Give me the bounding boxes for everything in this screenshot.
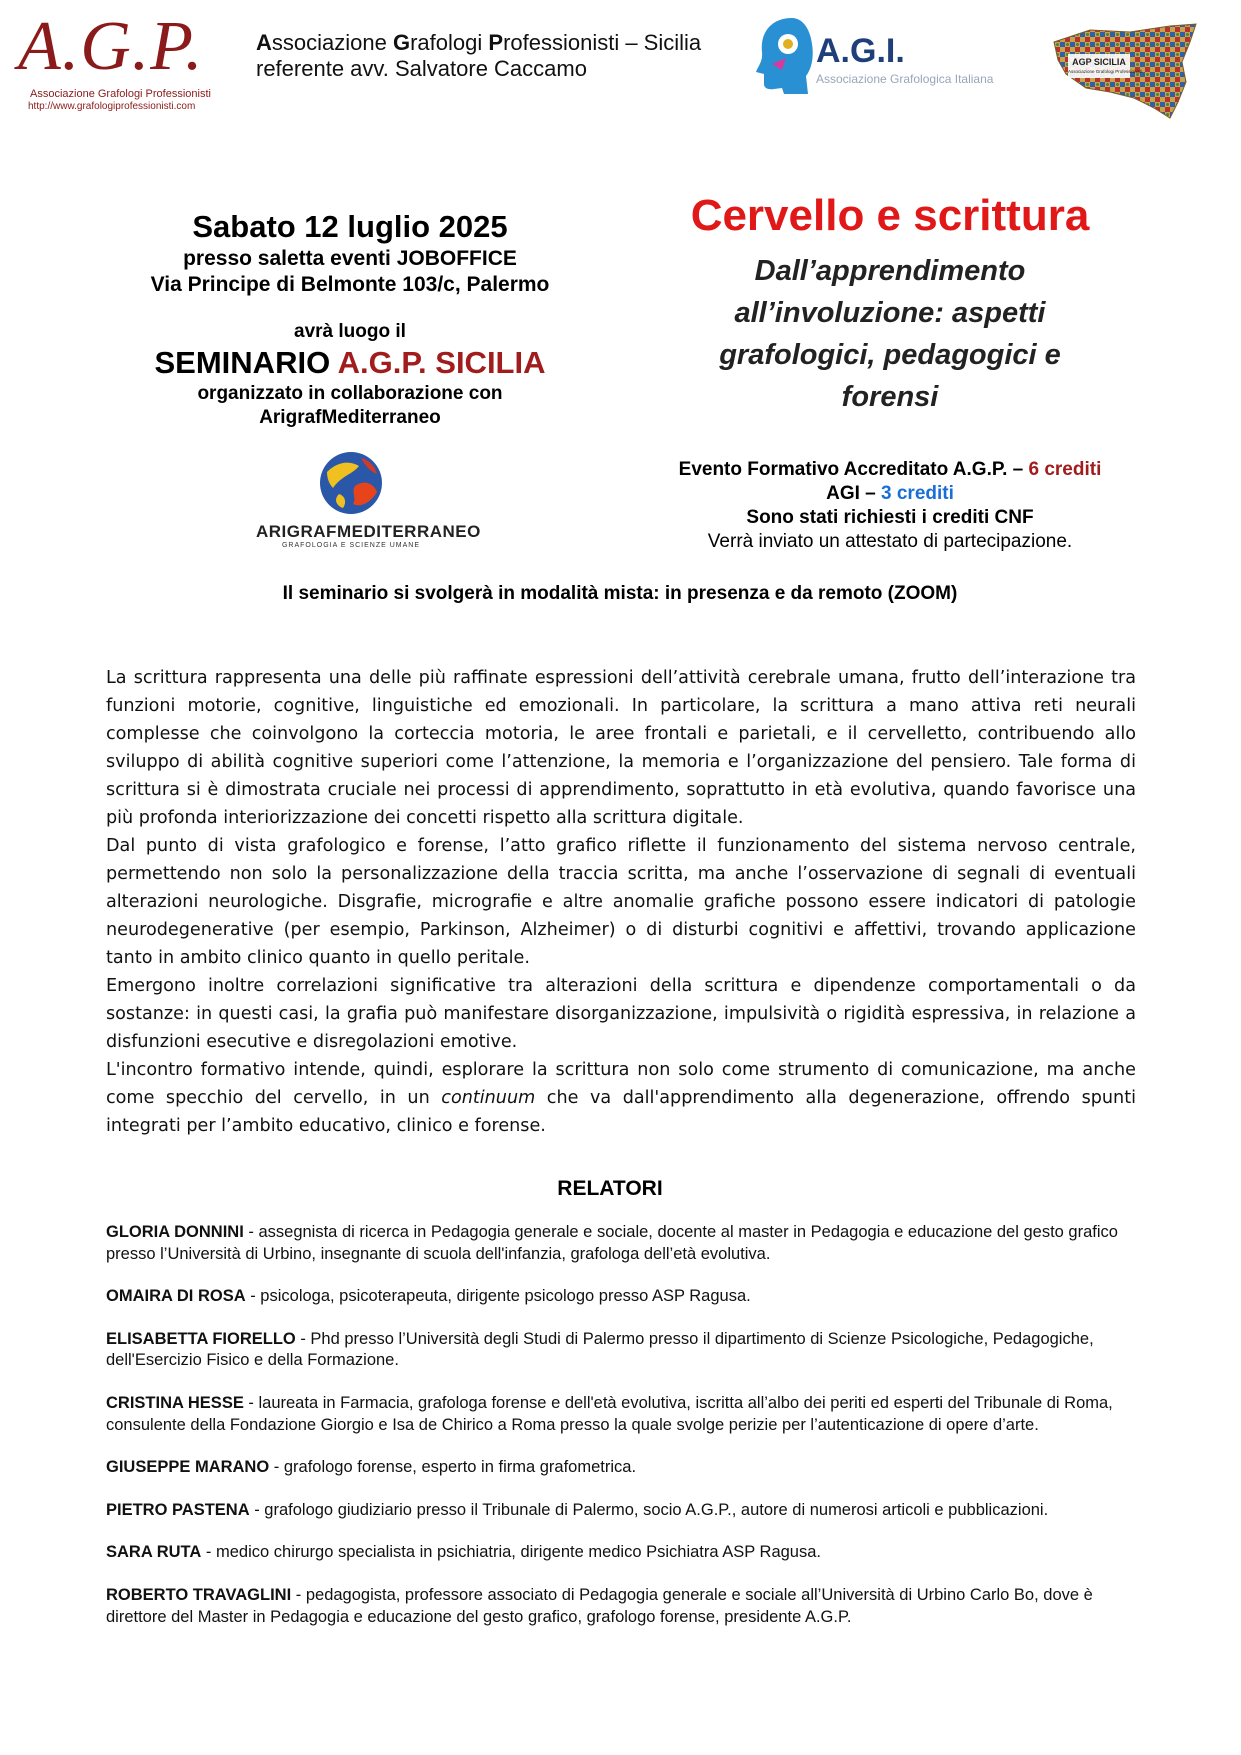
event-intro: avrà luogo il bbox=[294, 321, 406, 342]
agi-logo bbox=[752, 14, 1004, 94]
seminar-title: Cervello e scrittura bbox=[690, 191, 1090, 240]
agp-sicilia-logo bbox=[1050, 22, 1200, 120]
credits-agi: AGI – 3 crediti bbox=[826, 483, 954, 504]
arigraf-logo bbox=[256, 450, 481, 560]
agi-logo-sub: Associazione Grafologica Italiana bbox=[816, 72, 994, 86]
event-info bbox=[100, 208, 600, 430]
sicilia-logo-title: AGP SICILIA bbox=[1072, 57, 1126, 67]
credits-agp: Evento Formativo Accreditato A.G.P. – 6 crediti bbox=[678, 459, 1102, 480]
speaker-item: GIUSEPPE MARANO - grafologo forense, esperto in firma grafometrica. bbox=[106, 1458, 637, 1477]
credits-info bbox=[640, 458, 1140, 554]
speakers-heading: RELATORI bbox=[557, 1177, 663, 1200]
agp-logo-url: http://www.grafologiprofessionisti.com bbox=[28, 101, 196, 112]
description-paragraph: Dal punto di vista grafologico e forense, l’atto grafico riflette il funzionamento del sistema nervoso centrale, permettendo non solo la personalizzazione della traccia scritta, ma anche l’osservazione di segnali di eventuali alterazioni neurologiche. Disgrafie, micrografie e altre anomalie grafiche possono essere indicatori di patologie neurodegenerative (per esempio, Parkinson, Alzheimer) o di disturbi cognitivi e affettivi, trovando applicazione tanto in ambito clinico quanto in quello peritale. bbox=[106, 836, 1136, 968]
speaker-item: CRISTINA HESSE - laureata in Farmacia, grafologa forense e dell'età evolutiva, iscritta all’albo dei periti ed esperti del Tribunale di Roma, consulente della Fondazione Giorgio e Isa de Chirico a Roma presso la quale svolge perizie per l’autenticazione di opere d’arte. bbox=[106, 1393, 1113, 1434]
event-address: Via Principe di Belmonte 103/c, Palermo bbox=[150, 273, 550, 296]
speaker-item: SARA RUTA - medico chirurgo specialista in psichiatria, dirigente medico Psichiatra ASP Ragusa. bbox=[106, 1543, 821, 1562]
description-paragraph: L'incontro formativo intende, quindi, esplorare la scrittura non solo come strumento di comunicazione, ma anche come specchio del cervello, in un continuum che va dall'apprendimento alla degenerazione, offrendo spunti integrati per l’ambito educativo, clinico e forense. bbox=[106, 1060, 1136, 1136]
seminar-mode: Il seminario si svolgerà in modalità mista: in presenza e da remoto (ZOOM) bbox=[282, 583, 958, 604]
agp-logo-mark: A.G.P. bbox=[18, 8, 204, 85]
description bbox=[106, 664, 1136, 1140]
credits-attestato: Verrà inviato un attestato di partecipazione. bbox=[707, 531, 1073, 552]
description-paragraph: La scrittura rappresenta una delle più raffinate espressioni dell’attività cerebrale umana, frutto dell’interazione tra funzioni motorie, cognitive, linguistiche ed emozionali. In particolare, la scrittura a mano attiva reti neurali complesse che coinvolgono la corteccia motoria, le aree frontali e parietali, e il cervelletto, contribuendo allo sviluppo di abilità cognitive superiori come l’attenzione, la memoria e l’organizzazione del pensiero. Tale forma di scrittura si è dimostrata cruciale nei processi di apprendimento, soprattutto in età evolutiva, quando favorisce una più profonda interiorizzazione dei concetti rispetto alla scrittura digitale. bbox=[106, 668, 1136, 828]
arigraf-logo-tagline: GRAFOLOGIA E SCIENZE UMANE bbox=[281, 542, 421, 549]
speaker-item: ROBERTO TRAVAGLINI - pedagogista, professore associato di Pedagogia generale e sociale all’Università di Urbino Carlo Bo, dove è direttore del Master in Pedagogia e educazione del gesto grafico, grafologo forense, presidente A.G.P. bbox=[106, 1585, 1093, 1626]
speakers-list bbox=[106, 1222, 1136, 1649]
association-referent: referente avv. Salvatore Caccamo bbox=[256, 56, 587, 81]
globe-icon bbox=[319, 450, 383, 516]
speaker-item: PIETRO PASTENA - grafologo giudiziario presso il Tribunale di Palermo, socio A.G.P., autore di numerosi articoli e pubblicazioni. bbox=[106, 1500, 1049, 1519]
agi-logo-name: A.G.I. bbox=[816, 32, 905, 70]
collab-partner: ArigrafMediterraneo bbox=[259, 407, 441, 428]
association-header bbox=[256, 30, 701, 82]
speaker-item: OMAIRA DI ROSA - psicologa, psicoterapeuta, dirigente psicologo presso ASP Ragusa. bbox=[106, 1287, 751, 1306]
collab-line: organizzato in collaborazione con bbox=[197, 383, 503, 404]
credits-cnf: Sono stati richiesti i crediti CNF bbox=[746, 507, 1034, 528]
speaker-item: ELISABETTA FIORELLO - Phd presso l’Università degli Studi di Palermo presso il dipartimento di Scienze Psicologiche, Pedagogiche, dell'Esercizio Fisico e della Formazione. bbox=[106, 1329, 1094, 1370]
seminar-name: SEMINARIO A.G.P. SICILIA bbox=[154, 345, 546, 380]
agi-head-icon bbox=[752, 14, 816, 94]
arigraf-logo-name: ARIGRAFMEDITERRANEO bbox=[256, 522, 481, 541]
event-date: Sabato 12 luglio 2025 bbox=[192, 209, 508, 244]
event-venue: presso saletta eventi JOBOFFICE bbox=[183, 247, 517, 270]
seminar-subtitle: Dall’apprendimento all’involuzione: aspetti grafologici, pedagogici e forensi bbox=[719, 255, 1061, 413]
speaker-item: GLORIA DONNINI - assegnista di ricerca in Pedagogia generale e sociale, docente al master in Pedagogia e educazione del gesto grafico presso l’Università di Urbino, insegnante di scuola dell'infanzia, grafologa dell’età evolutiva. bbox=[106, 1223, 1118, 1263]
sicilia-logo-sub: Associazione Grafologi Professionisti bbox=[1068, 69, 1143, 74]
association-name: Associazione Grafologi Professionisti – Sicilia bbox=[256, 30, 702, 55]
agp-logo-name: Associazione Grafologi Professionisti bbox=[30, 88, 211, 100]
description-paragraph: Emergono inoltre correlazioni significative tra alterazioni della scrittura e dipendenze comportamentali o da sostanze: in questi casi, la grafia può manifestare disorganizzazione, impulsività o rigidità espressiva, in relazione a disfunzioni esecutive e disregolazioni emotive. bbox=[106, 976, 1136, 1052]
agp-logo bbox=[18, 8, 230, 112]
